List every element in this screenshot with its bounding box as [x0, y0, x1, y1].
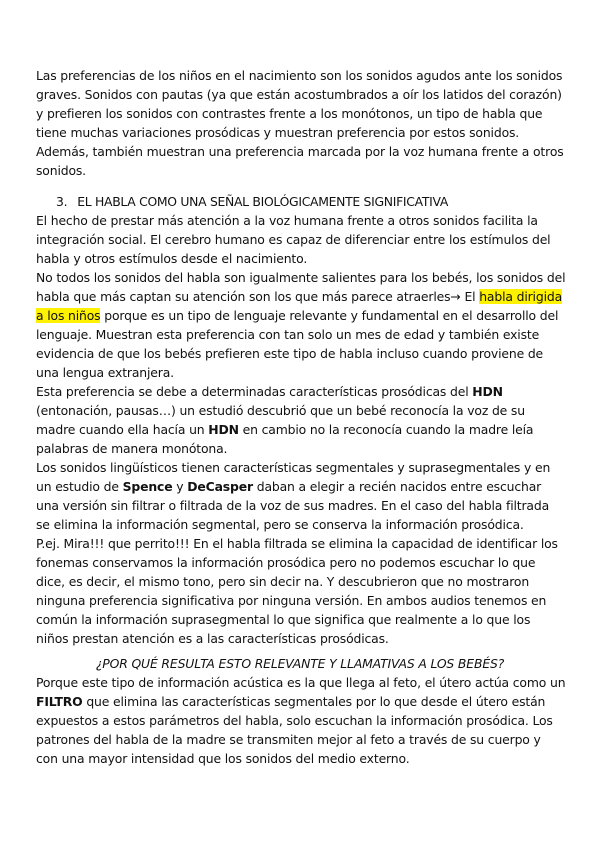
p4-text-before: Los sonidos lingüísticos tienen características segmentales y suprasegmentales y en un estudio de — [36, 460, 551, 494]
section-number: 3. — [56, 194, 68, 209]
paragraph-filter — [36, 673, 566, 768]
paragraph-spence-decasper — [36, 458, 566, 534]
p2-text-before: No todos los sonidos del habla son igualmente salientes para los bebés, los sonidos del habla que más captan su atención son los que más parece atraerles→ El — [36, 270, 566, 304]
p6-text-after: que elimina las características segmentales por lo que desde el útero están expuestos a estos parámetros del habla, solo escuchan la información prosódica. Los patrones del habla de la madre se transmiten mejor al feto a través de su cuerpo y con una mayor intensidad que los sonidos del medio externo. — [36, 694, 553, 766]
bold-term-filtro: FILTRO — [36, 694, 83, 709]
p3-text-before: Esta preferencia se debe a determinadas características prosódicas del — [36, 384, 473, 399]
paragraph-social-integration: El hecho de prestar más atención a la voz humana frente a otros sonidos facilita la integración social. El cerebro humano es capaz de diferenciar entre los estímulos del habla y otros estímulos desde el nacimiento. — [36, 213, 551, 266]
p3-text-middle: (entonación, pausas…) un estudió descubrió que un bebé reconocía la voz de su madre cuando ella hacía un — [36, 403, 525, 437]
p2-text-after: porque es un tipo de lenguaje relevante y fundamental en el desarrollo del lenguaje. Muestran esta preferencia con tan solo un mes de edad y también existe evidencia de que los bebés prefieren este tipo de habla incluso cuando proviene de una lengua extranjera. — [36, 308, 559, 380]
p6-text-before: Porque este tipo de información acústica es la que llega al feto, el útero actúa como un — [36, 675, 566, 690]
italic-question: ¿POR QUÉ RESULTA ESTO RELEVANTE Y LLAMATIVAS A LOS BEBÉS? — [95, 656, 505, 671]
bold-name-decasper: DeCasper — [187, 479, 253, 494]
p4-text-middle: y — [172, 479, 188, 494]
bold-term-hdn-2: HDN — [208, 422, 239, 437]
paragraph-prosodic-features — [36, 382, 566, 458]
p4-text-after: daban a elegir a recién nacidos entre escuchar una versión sin filtrar o filtrada de la voz de sus madres. En el caso del habla filtrada se elimina la información segmental, pero se conserva la información prosódica. — [36, 479, 550, 532]
section-title: EL HABLA COMO UNA SEÑAL BIOLÓGICAMENTE SIGNIFICATIVA — [77, 194, 449, 209]
section-heading — [56, 192, 448, 211]
paragraph-example: P.ej. Mira!!! que perrito!!! En el habla filtrada se elimina la capacidad de identificar los fonemas conservamos la información prosódica pero no podemos escuchar lo que dice, es decir, el mismo tono, pero sin decir na. Y descubrieron que no mostraron ninguna preferencia significativa por ninguna versión. En ambos audios tenemos en común la información suprasegmental lo que significa que realmente a lo que los niños prestan atención es a las características prosódicas. — [36, 536, 558, 646]
section-body — [36, 211, 566, 648]
bold-name-spence: Spence — [122, 479, 173, 494]
bold-term-hdn: HDN — [472, 384, 503, 399]
highlighted-term: habla dirigida a los niños — [36, 289, 563, 323]
paragraph-hdn-preference — [36, 268, 566, 382]
intro-paragraph: Las preferencias de los niños en el nacimiento son los sonidos agudos ante los sonidos graves. Sonidos con pautas (ya que están acostumbrados a oír los latidos del corazón) y prefieren los sonidos con contrastes frente a los monótonos, un tipo de habla que tiene muchas variaciones prosódicas y muestran preferencia por estos sonidos. Además, también muestran una preferencia marcada por la voz humana frente a otros sonidos. — [36, 68, 564, 178]
p3-text-after: en cambio no la reconocía cuando la madre leía palabras de manera monótona. — [36, 422, 534, 456]
